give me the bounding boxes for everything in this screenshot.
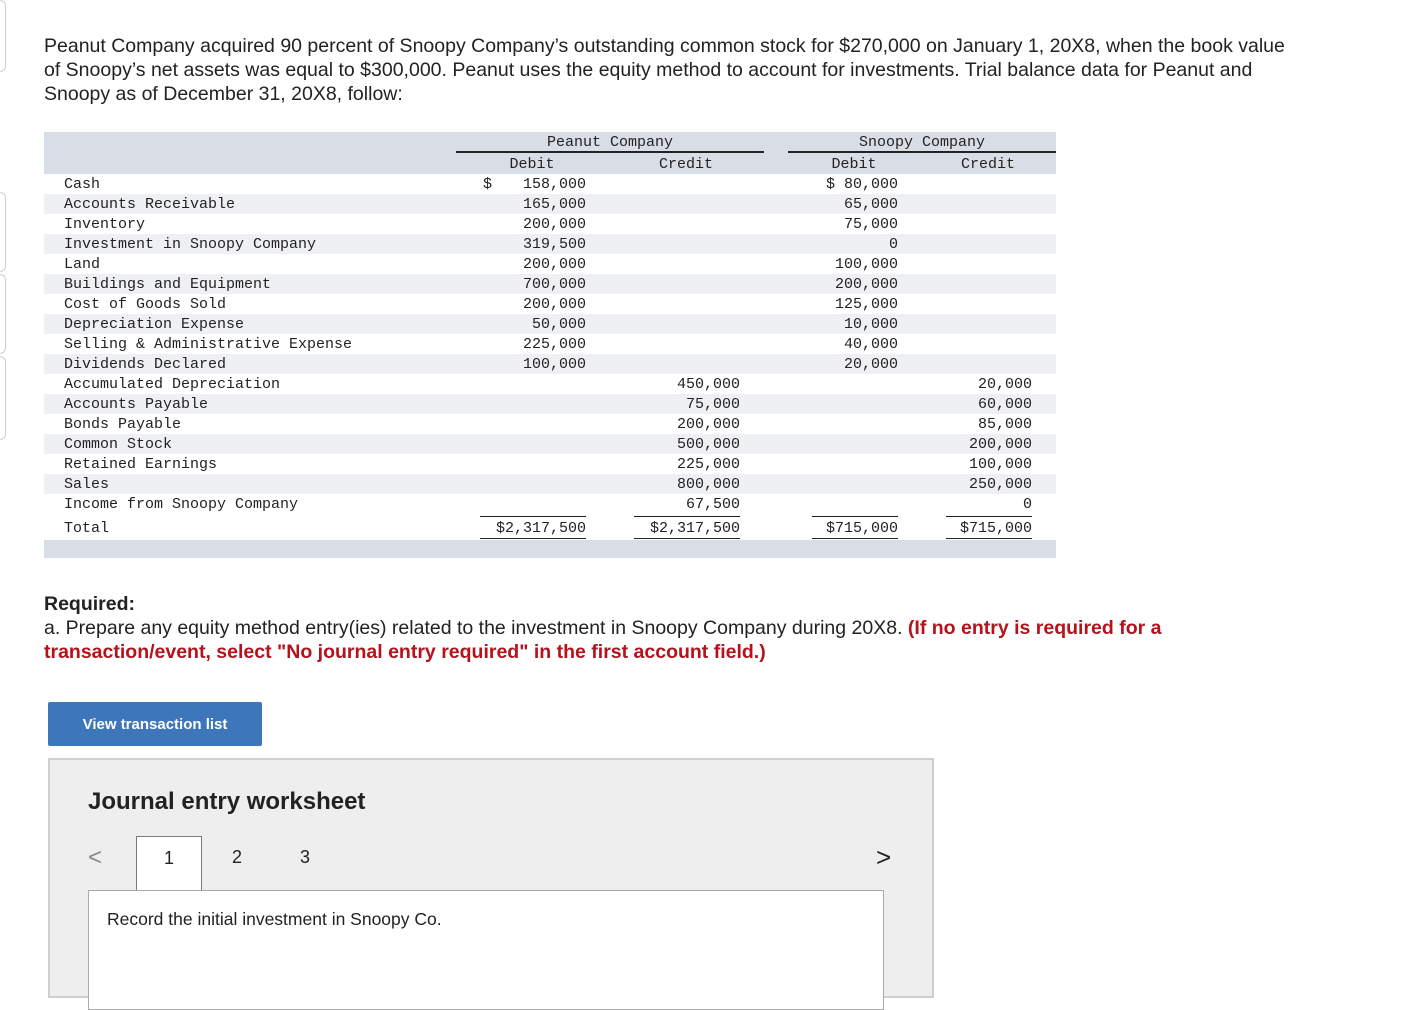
peanut-credit-cell: 450,000 [676,376,740,393]
page-tab-1[interactable]: 1 [136,836,202,890]
snoopy-credit-cell: 250,000 [968,476,1032,493]
account-name: Investment in Snoopy Company [64,236,317,253]
total-snoopy-credit: $715,000 [946,514,1032,541]
peanut-debit-cell: 225,000 [522,336,586,353]
table-row [44,214,1056,234]
edge-tab [0,192,6,272]
worksheet-title: Journal entry worksheet [88,788,366,815]
required-hint: (If no entry is required for a transaction/event, select "No journal entry required" in the first account field.) [44,617,1162,663]
peanut-debit-cell: 100,000 [522,356,586,373]
snoopy-debit-cell: 0 [888,236,898,253]
snoopy-credit-cell: 200,000 [968,436,1032,453]
table-row [44,394,1056,414]
account-name: Selling & Administrative Expense [64,336,353,353]
snoopy-debit-cell: 75,000 [843,216,898,233]
col-header-peanut-debit: Debit [509,156,555,173]
edge-tab [0,0,6,72]
required-text: a. Prepare any equity method entry(ies) related to the investment in Snoopy Company during 20X8. [44,617,903,639]
view-transaction-list-button[interactable]: View transaction list [48,702,262,746]
edge-tab [0,274,6,354]
snoopy-credit-cell: 0 [1022,496,1032,513]
table-row [44,414,1056,434]
worksheet-instruction: Record the initial investment in Snoopy Co. [107,909,442,929]
account-name: Retained Earnings [64,456,218,473]
account-name: Depreciation Expense [64,316,245,333]
snoopy-debit-cell: 40,000 [843,336,898,353]
table-row [44,434,1056,454]
worksheet-panel [88,890,884,1010]
peanut-debit-cell: 319,500 [522,236,586,253]
total-peanut-debit: $2,317,500 [480,514,586,541]
table-row [44,354,1056,374]
snoopy-credit-cell: 85,000 [977,416,1032,433]
divider [788,151,1056,153]
col-header-snoopy-credit: Credit [960,156,1015,173]
group-title: Peanut Company [546,134,674,151]
table-row [44,174,1056,194]
required-heading: Required: [44,593,136,615]
snoopy-company-header [788,132,1056,156]
account-name: Buildings and Equipment [64,276,272,293]
snoopy-debit-cell: 20,000 [843,356,898,373]
account-name: Cost of Goods Sold [64,296,227,313]
account-name: Inventory [64,216,146,233]
table-row [44,494,1056,514]
peanut-debit-cell: 700,000 [522,276,586,293]
peanut-credit-cell: 800,000 [676,476,740,493]
account-name: Income from Snoopy Company [64,496,299,513]
page-tab-3[interactable]: 3 [299,847,310,867]
snoopy-debit-cell: 100,000 [834,256,898,273]
account-name: Accumulated Depreciation [64,376,281,393]
journal-entry-worksheet [48,758,934,998]
account-name: Cash [64,176,101,193]
table-row [44,314,1056,334]
peanut-debit-cell: 158,000 [522,176,586,193]
total-row [44,514,1056,540]
snoopy-debit-cell: 10,000 [843,316,898,333]
edge-tab [0,356,6,440]
chevron-left-icon[interactable]: < [88,844,103,871]
snoopy-credit-cell: 20,000 [977,376,1032,393]
table-row [44,454,1056,474]
required-section [44,592,1284,664]
table-row [44,274,1056,294]
total-peanut-credit: $2,317,500 [634,514,740,541]
table-row [44,294,1056,314]
snoopy-debit-cell: 125,000 [834,296,898,313]
table-row [44,234,1056,254]
peanut-debit-cell: 200,000 [522,256,586,273]
account-name: Accounts Payable [64,396,209,413]
group-title: Snoopy Company [858,134,986,151]
account-name: Bonds Payable [64,416,182,433]
page-tab-2[interactable]: 2 [231,847,242,867]
account-name: Sales [64,476,110,493]
table-footer [44,540,1056,558]
snoopy-debit-cell: 200,000 [834,276,898,293]
table-row [44,374,1056,394]
col-header-snoopy-debit: Debit [831,156,877,173]
total-snoopy-debit: $715,000 [812,514,898,541]
peanut-company-header [456,132,764,156]
peanut-credit-cell: 200,000 [676,416,740,433]
snoopy-debit-cell: 65,000 [843,196,898,213]
peanut-debit-cell: 200,000 [522,216,586,233]
snoopy-debit-cell: $ 80,000 [825,176,898,193]
table-row [44,334,1056,354]
account-name: Dividends Declared [64,356,227,373]
snoopy-credit-cell: 100,000 [968,456,1032,473]
account-name: Common Stock [64,436,173,453]
peanut-credit-cell: 225,000 [676,456,740,473]
divider [456,151,764,153]
table-row [44,254,1056,274]
peanut-debit-cell: 200,000 [522,296,586,313]
table-row [44,194,1056,214]
trial-balance-table [44,132,1056,558]
total-label: Total [64,520,110,537]
table-row [44,474,1056,494]
problem-statement: Peanut Company acquired 90 percent of Snoopy Company’s outstanding common stock for $270,000 on January 1, 20X8, when the book value of Snoopy’s net assets was equal to $300,000. Peanut uses the equity method to account for investments. Trial balance data for Peanut and Snoopy as of December 31, 20X8, follow: [44,35,1285,105]
peanut-credit-cell: 500,000 [676,436,740,453]
account-name: Accounts Receivable [64,196,236,213]
peanut-credit-cell: 67,500 [685,496,740,513]
dollar-sign: $ [483,176,493,193]
peanut-credit-cell: 75,000 [685,396,740,413]
col-header-peanut-credit: Credit [658,156,713,173]
account-name: Land [64,256,101,273]
peanut-debit-cell: 165,000 [522,196,586,213]
snoopy-credit-cell: 60,000 [977,396,1032,413]
peanut-debit-cell: 50,000 [531,316,586,333]
chevron-right-icon[interactable]: > [876,842,892,872]
